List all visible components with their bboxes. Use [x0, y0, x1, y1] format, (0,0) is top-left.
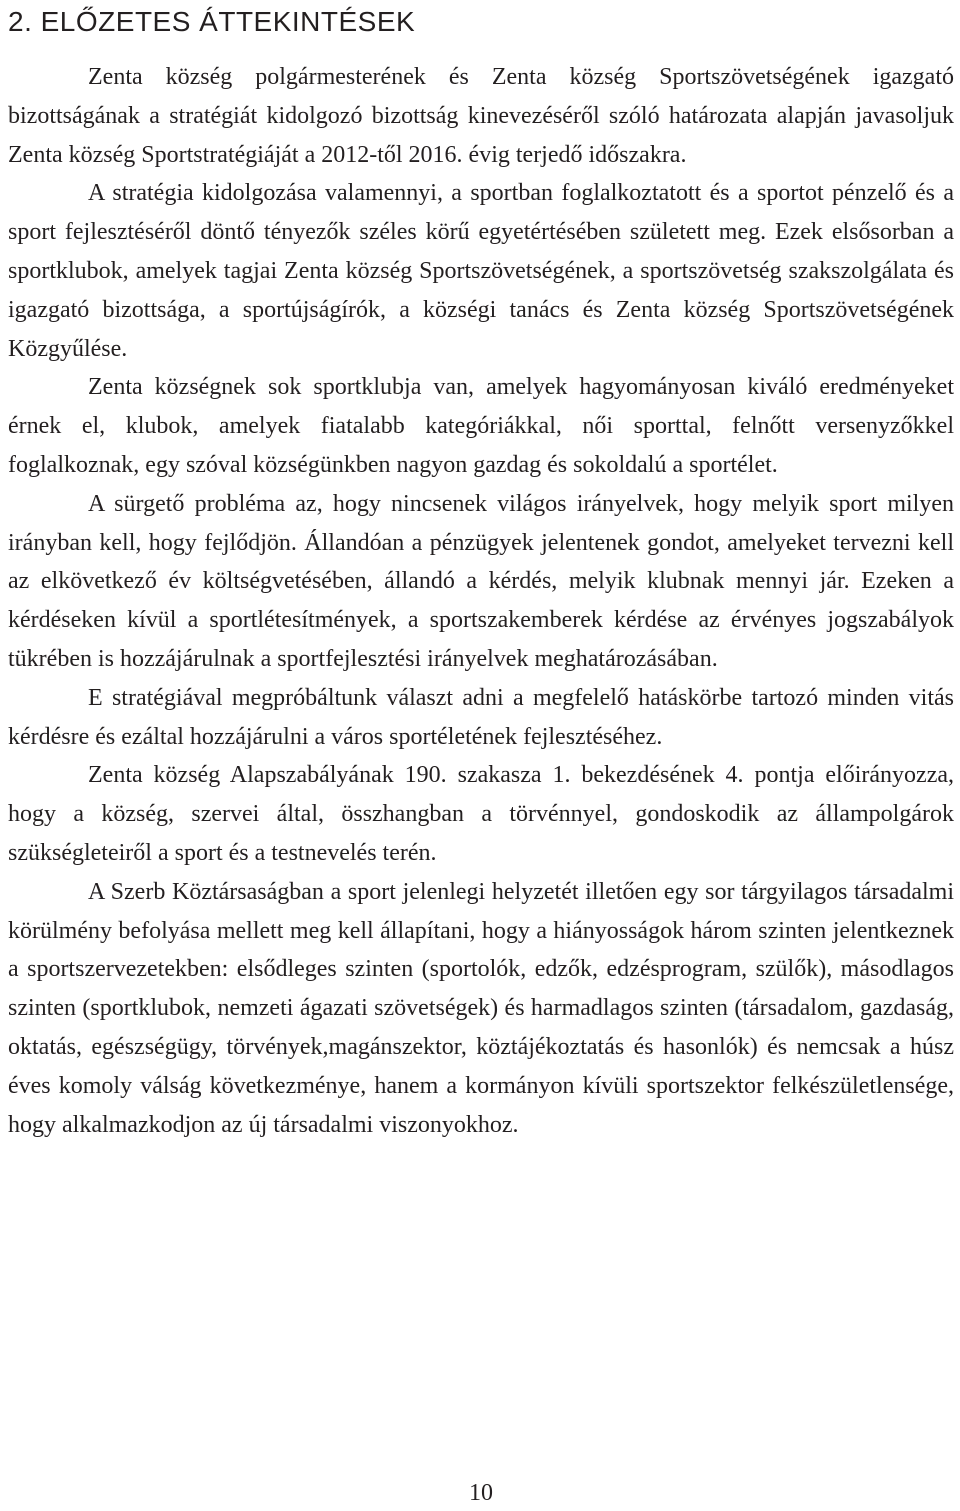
section-heading: 2. ELŐZETES ÁTTEKINTÉSEK	[8, 6, 416, 37]
paragraph: A stratégia kidolgozása valamennyi, a sportban foglalkoztatott és a sportot pénzelő és a sport fejlesztéséről döntő tényezők széles körű egyetértésében született meg. Ezek elsősorban a sportklubok, amelyek tagjai Zenta község Sportszövetségének, a sportszövetség szakszolgálata és igazgató bizottsága, a sportújságírók, a községi tanács és Zenta község Sportszövetségének Közgyűlése.	[8, 180, 954, 362]
paragraph: A Szerb Köztársaságban a sport jelenlegi helyzetét illetően egy sor tárgyilagos társadalmi körülmény befolyása mellett meg kell állapítani, hogy a hiányosságok három szinten jelentkeznek a sportszervezetekben: elsődleges szinten (sportolók, edzők, edzésprogram, szülők), másodlagos szinten (sportklubok, nemzeti ágazati szövetségek) és harmadlagos szinten (társadalom, gazdaság, oktatás, egészségügy, törvények,magánszektor, köztájékoztatás és hasonlók) és nemcsak a húsz éves komoly válság következménye, hanem a kormányon kívüli sportszektor felkészületlensége, hogy alkalmazkodjon az új társadalmi viszonyokhoz.	[8, 878, 954, 1138]
paragraph: A sürgető probléma az, hogy nincsenek világos irányelvek, hogy melyik sport milyen irányban kell, hogy fejlődjön. Állandóan a pénzügyek jelentenek gondot, amelyeket tervezni kell az elkövetkező év költségvetésében, állandó a kérdés, melyik klubnak mennyi jár. Ezeken a kérdéseken kívül a sportlétesítmények, a sportszakemberek kérdése az érvényes jogszabályok tükrében is hozzájárulnak a sportfejlesztési irányelvek meghatározásában.	[8, 490, 954, 672]
paragraph: Zenta község polgármesterének és Zenta község Sportszövetségének igazgató bizottságának a stratégiát kidolgozó bizottság kinevezéséről szóló határozata alapján javasoljuk Zenta község Sportstratégiáját a 2012-től 2016. évig terjedő időszakra.	[8, 64, 954, 168]
document-page	[8, 0, 954, 1511]
paragraph: E stratégiával megpróbáltunk választ adni a megfelelő hatáskörbe tartozó minden vitás kérdésre és ezáltal hozzájárulni a város sportéletének fejlesztéséhez.	[8, 684, 954, 750]
paragraph: Zenta községnek sok sportklubja van, amelyek hagyományosan kiváló eredményeket érnek el, klubok, amelyek fiatalabb kategóriákkal, női sporttal, felnőtt versenyzőkkel foglalkoznak, egy szóval községünkben nagyon gazdag és sokoldalú a sportélet.	[8, 374, 954, 478]
page-number: 10	[469, 1480, 493, 1506]
paragraph: Zenta község Alapszabályának 190. szakasza 1. bekezdésének 4. pontja előirányozza, hogy a község, szervei által, összhangban a törvénnyel, gondoskodik az állampolgárok szükségleteiről a sport és a testnevelés terén.	[8, 762, 954, 866]
body-text	[8, 58, 954, 1144]
